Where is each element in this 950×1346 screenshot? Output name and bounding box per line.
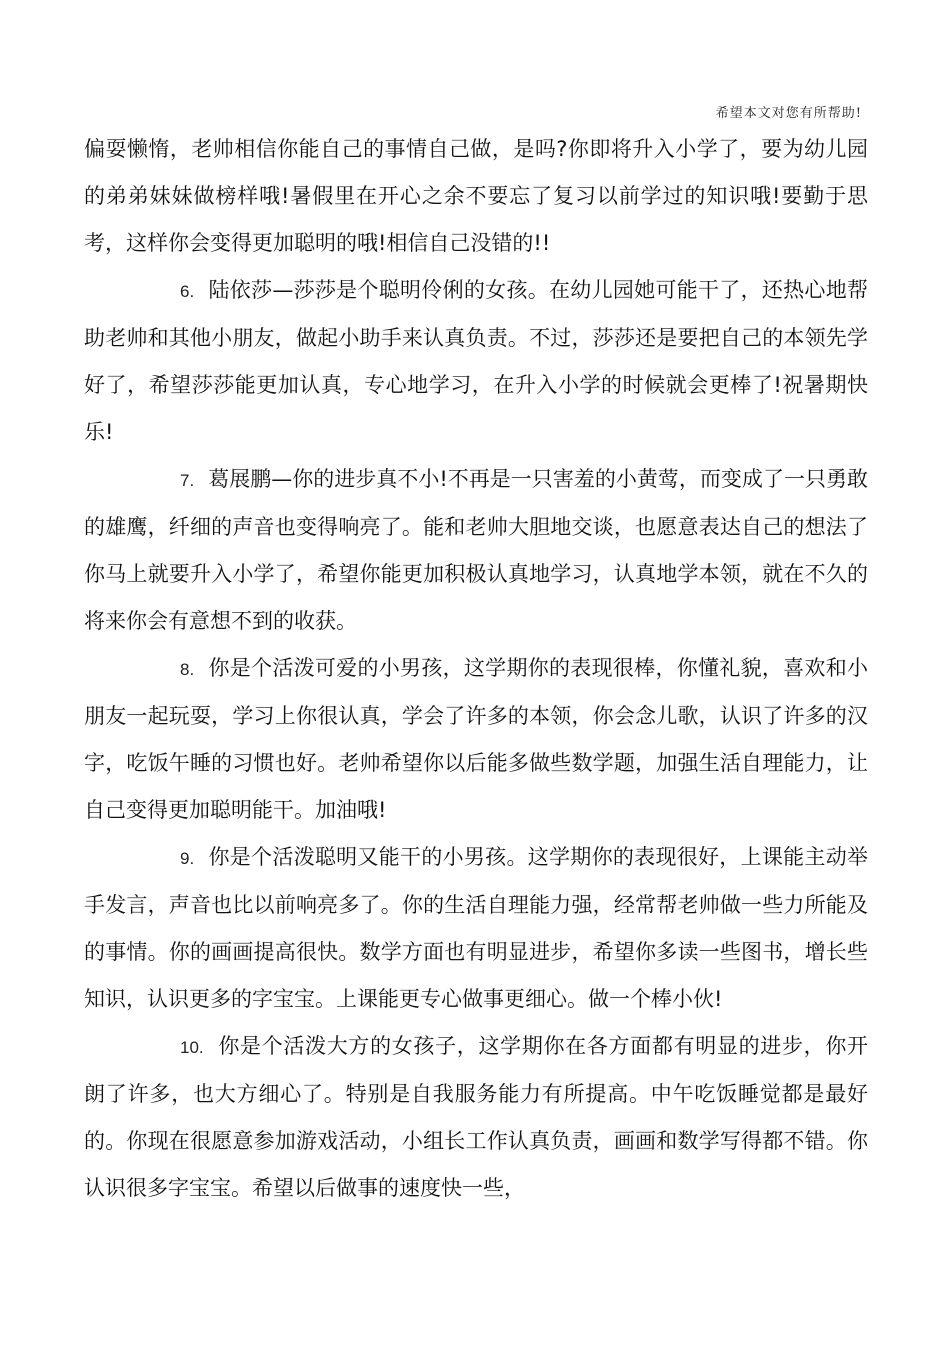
- paragraph-continued: [84, 126, 868, 267]
- header-note: 希望本文对您有所帮助!: [715, 106, 862, 121]
- paragraph-text: 你是个活泼大方的女孩子，这学期你在各方面都有明显的进步，你开朗了许多，也大方细心了。特别是自我服务能力有所提高。中午吃饭睡觉都是最好的。你现在很愿意参加游戏活动，小组长工作认真负责，画画和数学写得都不错。你认识很多字宝宝。希望以后做事的速度快一些，: [84, 1034, 868, 1200]
- paragraph-number: 10.: [180, 1038, 204, 1057]
- paragraph-text: 偏耍懒惰，老帅相信你能自己的事情自己做，是吗?你即将升入小学了，要为幼儿园的弟弟妹妹做榜样哦!暑假里在开心之余不要忘了复习以前学过的知识哦!要勤于思考，这样你会变得更加聪明的哦!相信自己没错的!!: [84, 137, 868, 255]
- document-body: [84, 126, 868, 1212]
- paragraph-number: 7.: [180, 471, 195, 490]
- paragraph-8: [84, 645, 868, 834]
- paragraph-7: [84, 456, 868, 645]
- paragraph-6: [84, 267, 868, 456]
- paragraph-text: 你是个活泼可爱的小男孩，这学期你的表现很棒，你懂礼貌，喜欢和小朋友一起玩耍，学习上你很认真，学会了许多的本领，你会念儿歌，认识了许多的汉字，吃饭午睡的习惯也好。老帅希望你以后能多做些数学题，加强生活自理能力，让自己变得更加聪明能干。加油哦!: [84, 656, 868, 822]
- paragraph-text: 葛展鹏—你的进步真不小!不再是一只害羞的小黄莺，而变成了一只勇敢的雄鹰，纤细的声音也变得响亮了。能和老帅大胆地交谈，也愿意表达自己的想法了你马上就要升入小学了，希望你能更加积极认真地学习，认真地学本领，就在不久的将来你会有意想不到的收获。: [84, 467, 868, 633]
- paragraph-number: 6.: [180, 282, 195, 301]
- paragraph-number: 8.: [180, 660, 195, 679]
- paragraph-number: 9.: [180, 849, 195, 868]
- paragraph-9: [84, 834, 868, 1023]
- paragraph-text: 陆依莎—莎莎是个聪明伶俐的女孩。在幼儿园她可能干了，还热心地帮助老帅和其他小朋友，做起小助手来认真负责。不过，莎莎还是要把自己的本领先学好了，希望莎莎能更加认真，专心地学习，在升入小学的时候就会更棒了!祝暑期快乐!: [84, 278, 868, 444]
- paragraph-text: 你是个活泼聪明又能干的小男孩。这学期你的表现很好，上课能主动举手发言，声音也比以前响亮多了。你的生活自理能力强，经常帮老帅做一些力所能及的事情。你的画画提高很快。数学方面也有明显进步，希望你多读一些图书，增长些知识，认识更多的字宝宝。上课能更专心做事更细心。做一个棒小伙!: [84, 845, 868, 1011]
- paragraph-10: [84, 1023, 868, 1212]
